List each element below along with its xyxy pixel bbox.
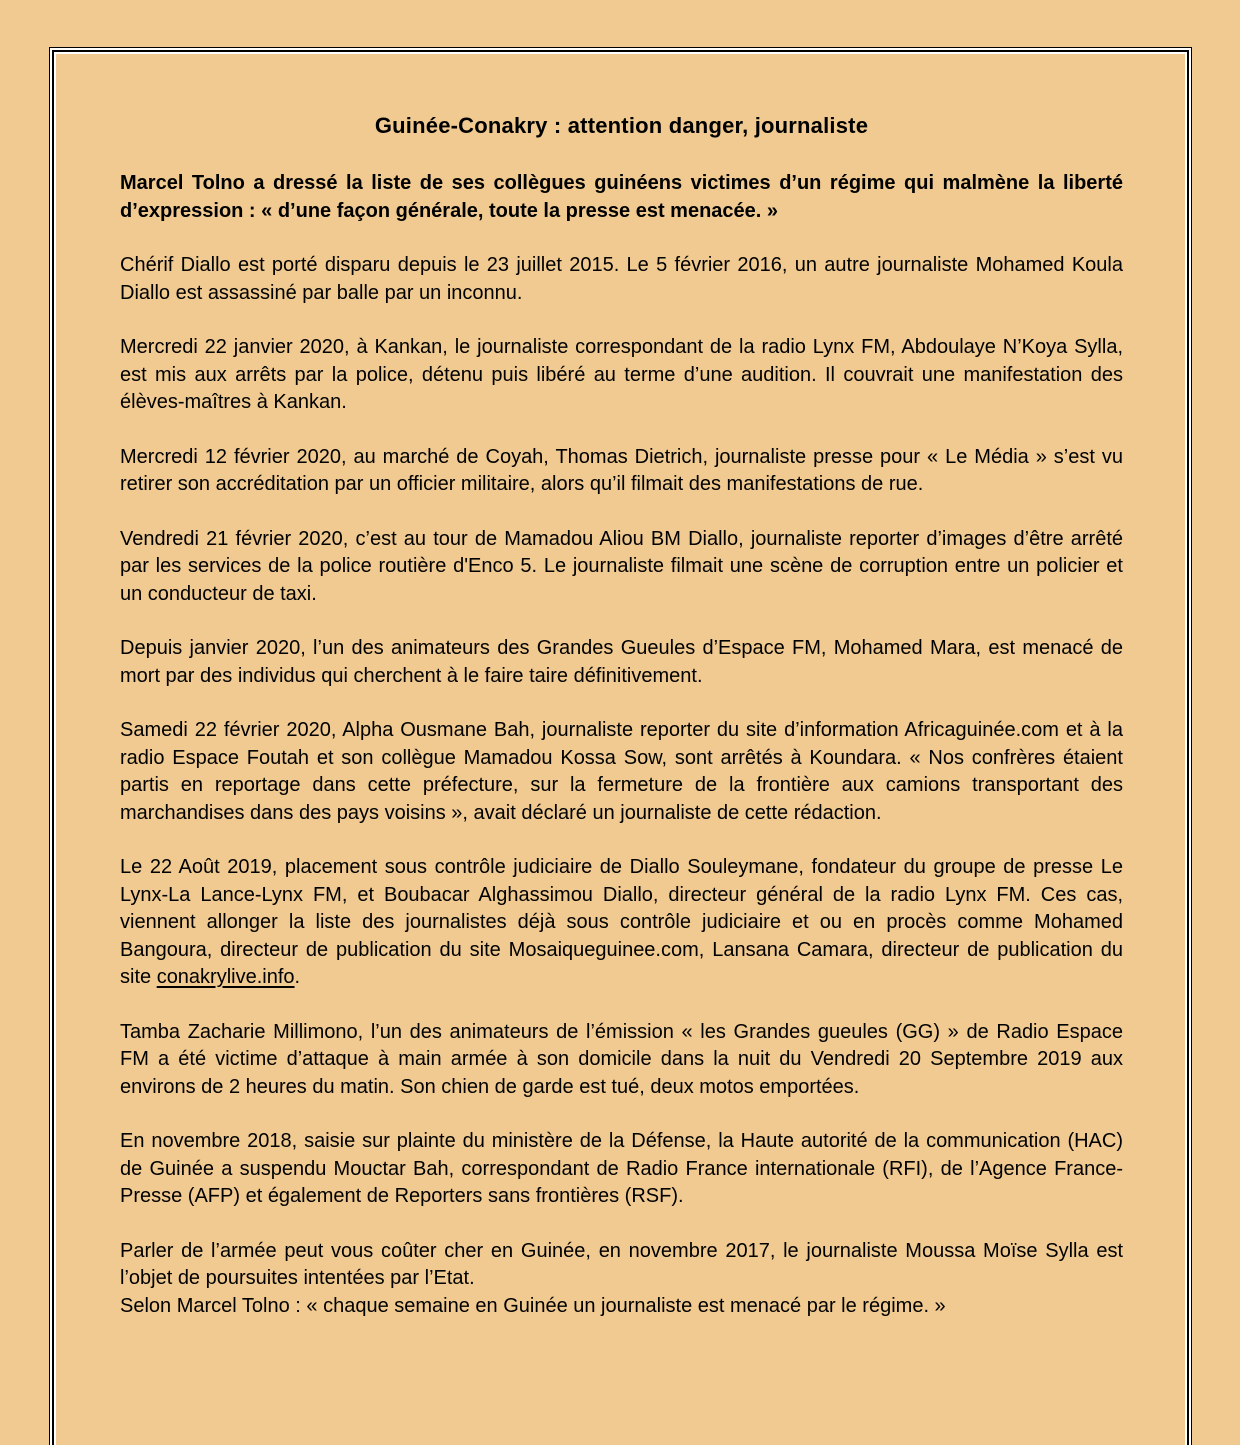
page-border-frame-inner [52, 50, 1189, 1445]
article-paragraph: Tamba Zacharie Millimono, l’un des animateurs de l’émission « les Grandes gueules (GG) » de Radio Espace FM a été victime d’attaque à main armée à son domicile dans la nuit du Vendredi 20 Septembre 2019 aux environs de 2 heures du matin. Son chien de garde est tué, deux motos emportées. [120, 1020, 1123, 1098]
article-paragraph: Vendredi 21 février 2020, c’est au tour de Mamadou Aliou BM Diallo, journaliste reporter d’images d’être arrêté par les services de la police routière d'Enco 5. Le journaliste filmait une scène de corruption entre un policier et un conducteur de taxi. [120, 527, 1123, 605]
page-border-frame [49, 47, 1192, 1445]
paragraph-text: Le 22 Août 2019, placement sous contrôle judiciaire de Diallo Souleymane, fondateur du groupe de presse Le Lynx-La Lance-Lynx FM, et Boubacar Alghassimou Diallo, directeur général de la radio Lynx FM. Ces cas, viennent allonger la liste des journalistes déjà sous contrôle judiciaire et ou en procès comme Mohamed Bangoura, directeur de publication du site Mosaiqueguinee.com, Lansana Camara, directeur de publication du site [120, 856, 1123, 988]
article-paragraph: Mercredi 12 février 2020, au marché de Coyah, Thomas Dietrich, journaliste presse pour « Le Média » s’est vu retirer son accréditation par un officier militaire, alors qu’il filmait des manifestations de rue. [120, 445, 1123, 495]
paragraph-text: . [294, 966, 301, 988]
conakrylive-link[interactable]: conakrylive.info [156, 966, 295, 988]
article-body [56, 54, 1185, 1445]
article-paragraph: Mercredi 22 janvier 2020, à Kankan, le journaliste correspondant de la radio Lynx FM, Abdoulaye N’Koya Sylla, est mis aux arrêts par la police, détenu puis libéré au terme d’une audition. Il couvrait une manifestation des élèves-maîtres à Kankan. [120, 336, 1123, 413]
article-paragraph: Samedi 22 février 2020, Alpha Ousmane Bah, journaliste reporter du site d’information Africaguinée.com et à la radio Espace Foutah et son collègue Mamadou Kossa Sow, sont arrêtés à Koundara. « Nos confrères étaient partis en reportage dans cette préfecture, sur la fermeture de la frontière aux camions transportant des marchandises dans des pays voisins », avait déclaré un journaliste de cette rédaction. [120, 719, 1123, 824]
article-paragraph: Selon Marcel Tolno : « chaque semaine en Guinée un journaliste est menacé par le régime. » [120, 1294, 946, 1317]
article-paragraph: En novembre 2018, saisie sur plainte du ministère de la Défense, la Haute autorité de la communication (HAC) de Guinée a suspendu Mouctar Bah, correspondant de Radio France internationale (RFI), de l’Agence France-Presse (AFP) et également de Reporters sans frontières (RSF). [120, 1130, 1123, 1207]
article-paragraph: Chérif Diallo est porté disparu depuis le 23 juillet 2015. Le 5 février 2016, un autre journaliste Mohamed Koula Diallo est assassiné par balle par un inconnu. [120, 254, 1123, 304]
article-paragraph-with-link [120, 854, 1123, 992]
article-paragraph: Depuis janvier 2020, l’un des animateurs des Grandes Gueules d’Espace FM, Mohamed Mara, est menacé de mort par des individus qui cherchent à le faire taire définitivement. [120, 637, 1123, 687]
intro-paragraph: Marcel Tolno a dressé la liste de ses collègues guinéens victimes d’un régime qui malmène la liberté d’expression : « d’une façon générale, toute la presse est menacée. » [120, 172, 1123, 222]
page-title: Guinée-Conakry : attention danger, journaliste [374, 113, 869, 138]
article-paragraph: Parler de l’armée peut vous coûter cher en Guinée, en novembre 2017, le journaliste Moussa Moïse Sylla est l’objet de poursuites intentées par l’Etat. [120, 1239, 1123, 1289]
